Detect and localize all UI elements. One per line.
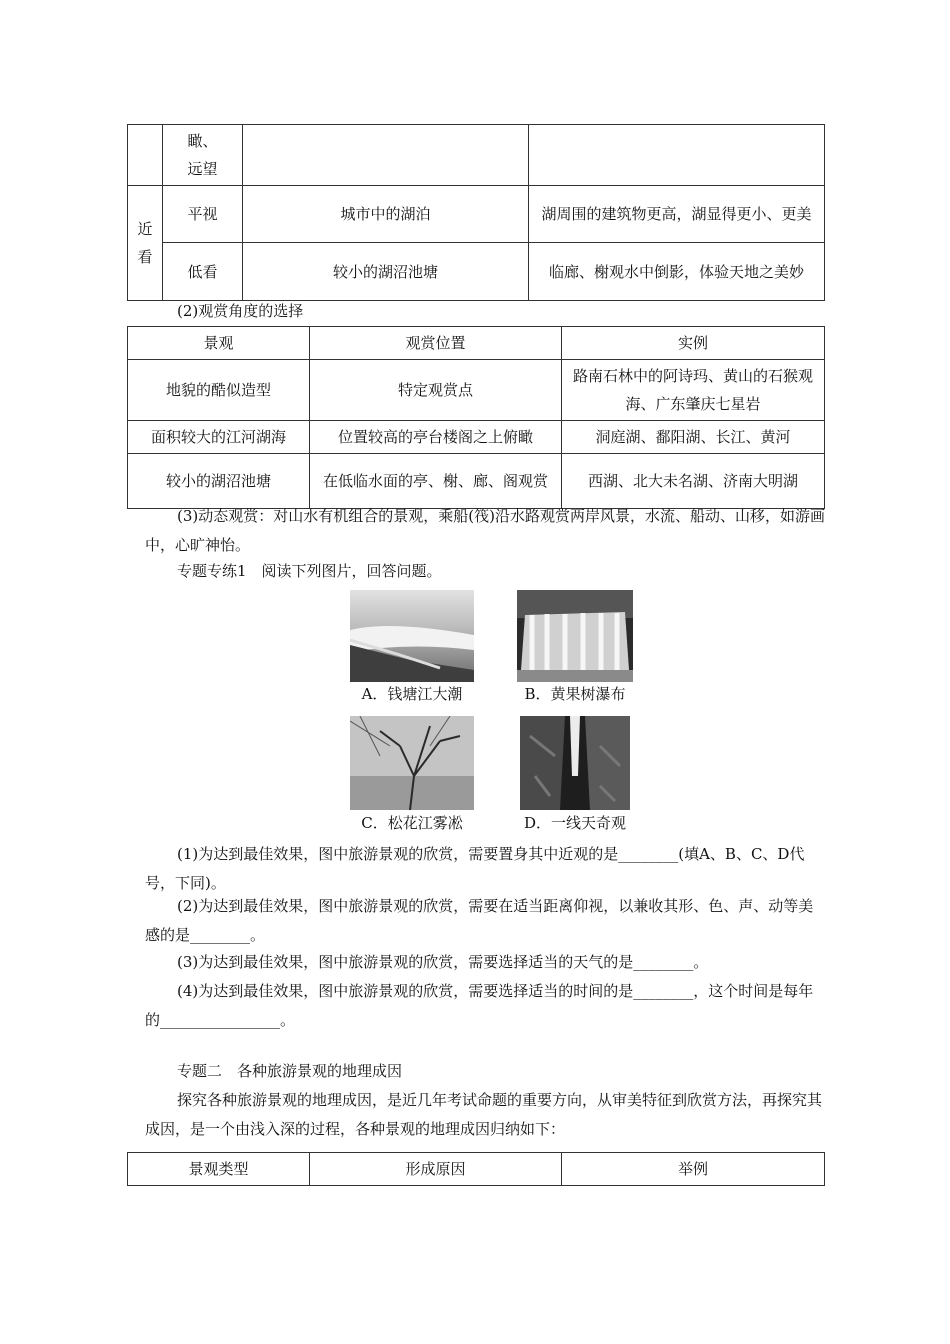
question-4: (4)为达到最佳效果，图中旅游景观的欣赏，需要选择适当的时间的是________，这个时间是每年的________________。 <box>145 982 814 1029</box>
table-cell <box>243 125 529 186</box>
table-cell: 路南石林中的阿诗玛、黄山的石猴观海、广东肇庆七星岩 <box>562 360 825 421</box>
exercise-title: 专题专练1 阅读下列图片，回答问题。 <box>177 562 442 580</box>
table-cell: 洞庭湖、鄱阳湖、长江、黄河 <box>562 421 825 454</box>
photo-songhua-rime <box>350 716 474 810</box>
section2-body: 探究各种旅游景观的地理成因，是近几年考试命题的重要方向，从审美特征到欣赏方法，再探究其成因，是一个由浅入深的过程，各种景观的地理成因归纳如下： <box>145 1091 823 1138</box>
section-heading: (2)观赏角度的选择 <box>177 302 304 320</box>
table-header: 实例 <box>562 327 825 360</box>
section2-title: 专题二 各种旅游景观的地理成因 <box>177 1062 403 1080</box>
table-cell-side-label: 近 看 <box>128 186 163 301</box>
table-cell: 特定观赏点 <box>310 360 562 421</box>
table-cell: 城市中的湖泊 <box>243 186 529 243</box>
paragraph-dynamic-viewing: (3)动态观赏：对山水有机组合的景观，乘船(筏)沿水路观赏两岸风景，水流、船动、山移，如游画中，心旷神怡。 <box>145 507 825 554</box>
question-2: (2)为达到最佳效果，图中旅游景观的欣赏，需要在适当距离仰视，以兼收其形、色、声、动等美感的是________。 <box>145 897 814 944</box>
question-1: (1)为达到最佳效果，图中旅游景观的欣赏，需要置身其中近观的是________(填A、B、C、D代号，下同)。 <box>145 845 805 892</box>
table-cell <box>529 125 825 186</box>
table-cell: 平视 <box>163 186 243 243</box>
caption-d: D．一线天奇观 <box>523 814 627 832</box>
table-cell: 低看 <box>163 243 243 301</box>
landscape-cause-table <box>127 1152 825 1186</box>
table-cell: 面积较大的江河湖海 <box>128 421 310 454</box>
photo-huangguoshu-waterfall <box>517 590 633 682</box>
caption-a: A．钱塘江大潮 <box>361 685 463 703</box>
table-cell: 地貌的酷似造型 <box>128 360 310 421</box>
table-cell: 在低临水面的亭、榭、廊、阁观赏 <box>310 454 562 509</box>
viewing-angle-table <box>127 326 825 509</box>
caption-b: B．黄果树瀑布 <box>524 685 626 703</box>
photo-qiantang-tide <box>350 590 474 682</box>
table-cell: 西湖、北大未名湖、济南大明湖 <box>562 454 825 509</box>
table-cell <box>128 125 163 186</box>
question-3: (3)为达到最佳效果，图中旅游景观的欣赏，需要选择适当的天气的是________。 <box>177 953 709 971</box>
table-cell: 较小的湖沼池塘 <box>128 454 310 509</box>
table-cell: 湖周围的建筑物更高，湖显得更小、更美 <box>529 186 825 243</box>
caption-c: C．松花江雾凇 <box>361 814 463 832</box>
table-cell: 临廊、榭观水中倒影，体验天地之美妙 <box>529 243 825 301</box>
table-header: 景观类型 <box>128 1153 310 1186</box>
table-header: 形成原因 <box>310 1153 562 1186</box>
table-header: 景观 <box>128 327 310 360</box>
table-cell: 位置较高的亭台楼阁之上俯瞰 <box>310 421 562 454</box>
photo-yixiantian-gorge <box>520 716 630 810</box>
table-header: 观赏位置 <box>310 327 562 360</box>
table-cell: 瞰、 远望 <box>163 125 243 186</box>
viewing-distance-table <box>127 124 825 301</box>
table-header: 举例 <box>562 1153 825 1186</box>
table-cell: 较小的湖沼池塘 <box>243 243 529 301</box>
